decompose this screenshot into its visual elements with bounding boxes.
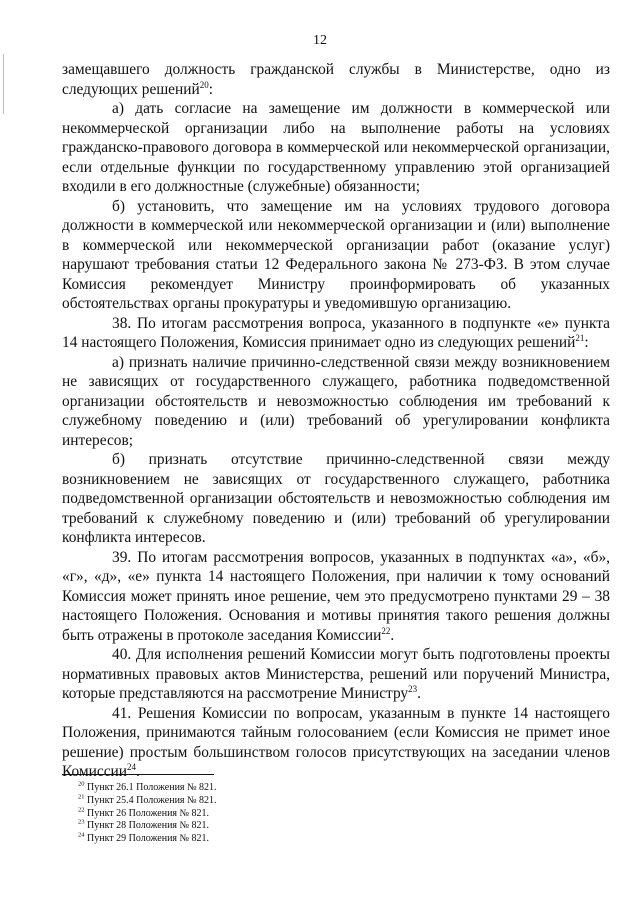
page-number: 12 <box>313 33 327 48</box>
paragraph-continuation: замещавшего должность гражданской службы в Министерстве, одно из следующих решений$^{20}$: <box>62 61 610 98</box>
footnote-ref[interactable]: 20 <box>199 79 209 90</box>
footnote-item: $^{24}$ Пункт 29 Положения № 821. <box>78 831 210 845</box>
paragraph-40: 40. Для исполнения решений Комиссии могут быть подготовлены проекты нормативных правовых актов Министерства, решений или поручений Министра, которые представляются на рассмотрение Министру$^{23}$. <box>62 646 610 702</box>
paragraph-41: 41. Решения Комиссии по вопросам, указанным в пункте 14 настоящего Положения, принимаются тайным голосованием (если Комиссия не примет иное решение) простым большинством голосов присутствующих на заседании членов Комиссии$^{24}$. <box>62 704 610 780</box>
footnote-ref[interactable]: 22 <box>381 625 391 636</box>
footnote-item: $^{22}$ Пункт 26 Положения № 821. <box>78 806 210 819</box>
paragraph-38-item-a: а) признать наличие причинно-следственной связи между возникновением не зависящих от государственного служащего, работника подведомственной организации обстоятельств и невозможностью соблюдения им требований к служебному поведению и (или) требований об урегулировании конфликта интересов; <box>62 353 610 449</box>
paragraph-item-a: а) дать согласие на замещение им должности в коммерческой или некоммерческой организации либо на выполнение работы на условиях гражданско-правового договора в коммерческой или некоммерческой организации, если отдельные функции по государственному управлению этой организацией входили в его должностные (служебные) обязанности; <box>62 100 610 195</box>
footnote-ref[interactable]: 23 <box>408 683 418 694</box>
footnote-item: $^{23}$ Пункт 28 Положения № 821. <box>78 819 210 832</box>
footnote-ref[interactable]: 21 <box>575 332 585 343</box>
paragraph-39: 39. По итогам рассмотрения вопросов, указанных в подпунктах «а», «б», «г», «д», «е» пункта 14 настоящего Положения, при наличии к тому оснований Комиссия может принять иное решение, чем это предусмотрено пунктами 29 – 38 настоящего Положения. Основания и мотивы принятия такого решения должны быть отражены в протоколе заседания Комиссии$^{22}$. <box>62 548 610 644</box>
footnote-item: $^{21}$ Пункт 25.4 Положения № 821. <box>78 793 217 806</box>
footnotes <box>78 782 478 846</box>
document-body <box>62 60 610 782</box>
paragraph-38: 38. По итогам рассмотрения вопроса, указанного в подпункте «е» пункта 14 настоящего Положения, Комиссия принимает одно из следующих решений$^{21}$: <box>62 314 610 351</box>
footnote-separator <box>62 774 214 775</box>
footnote-item: $^{20}$ Пункт 26.1 Положения № 821. <box>78 780 217 793</box>
paragraph-38-item-b: б) признать отсутствие причинно-следственной связи между возникновением не зависящих от государственного служащего, работника подведомственной организации обстоятельств и невозможностью соблюдения им требований к служебному поведению и (или) требований об урегулировании конфликта интересов. <box>62 451 610 546</box>
scan-edge-mark <box>3 54 4 114</box>
footnote-ref[interactable]: 24 <box>127 761 137 772</box>
paragraph-item-b: б) установить, что замещение им на условиях трудового договора должности в коммерческой или некоммерческой организации и (или) выполнение в коммерческой или некоммерческой организации работ (оказание услуг) нарушают требования статьи 12 Федерального закона № 273-ФЗ. В этом случае Комиссия рекомендует Министру проинформировать об указанных обстоятельствах органы прокуратуры и уведомившую организацию. <box>62 197 610 312</box>
